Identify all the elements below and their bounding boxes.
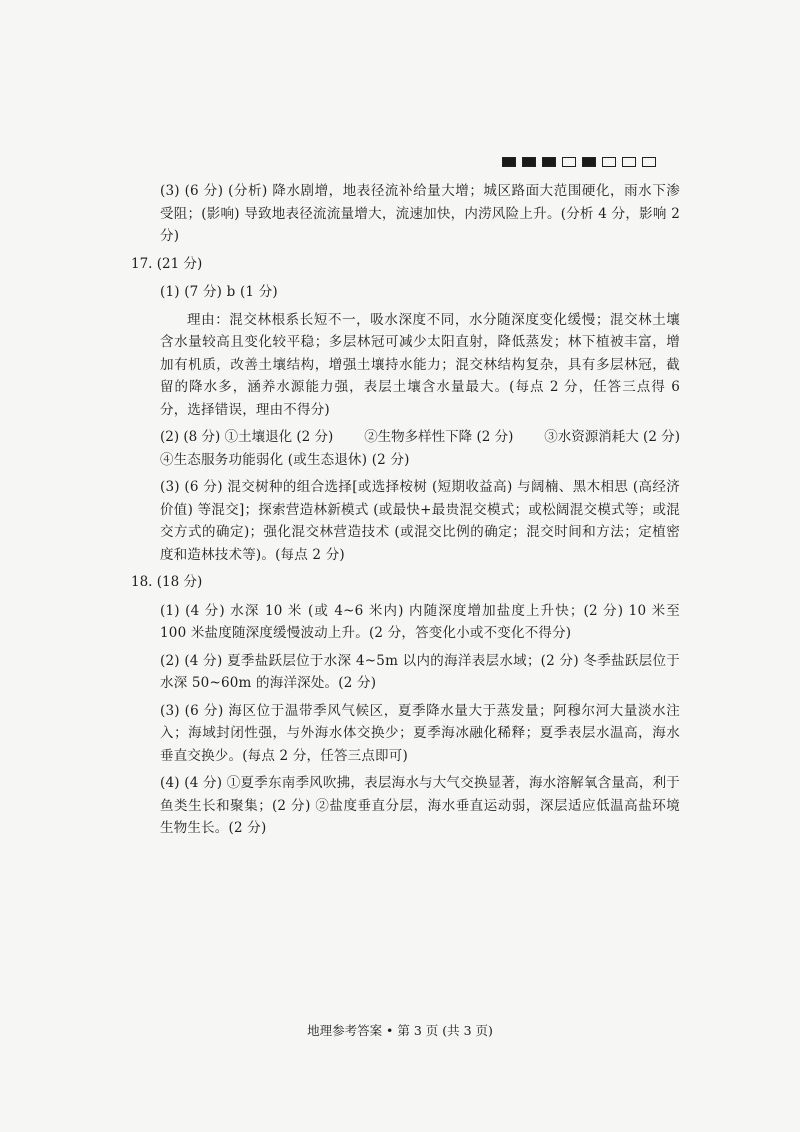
- q17-part3-answer: (3) (6 分) 混交树种的组合选择[或选择桉树 (短期收益高) 与阔楠、黑木相思 (高经济价值) 等混交]；探索营造林新模式 (或最快+最贵混交模式；或松阔混交模式等；或混交方式的确定)；强化混交林营造技术 (或混交比例的确定；混交时间和方法；定植密度和造林技术等)。(每点 2 分): [160, 479, 680, 563]
- q18-part4-answer: (4) (4 分) ①夏季东南季风吹拂，表层海水与大气交换显著，海水溶解氧含量高，利于鱼类生长和聚集；(2 分) ②盐度垂直分层，海水垂直运动弱，深层适应低温高盐环境生物生长。(2 分): [160, 775, 680, 836]
- q18-part1-answer: (1) (4 分) 水深 10 米 (或 4~6 米内) 内随深度增加盐度上升快；(2 分) 10 米至 100 米盐度随深度缓慢波动上升。(2 分，答变化小或不变化不得分): [160, 602, 680, 641]
- filled-box-mark: [502, 157, 516, 167]
- q17-heading: 17. (21 分): [131, 255, 203, 272]
- q17-part1-answer: (1) (7 分) b (1 分): [160, 284, 278, 300]
- page-marker-boxes: [502, 157, 656, 167]
- q17-part1-reason: 理由：混交林根系长短不一，吸水深度不同，水分随深度变化缓慢；混交林土壤含水量较高且变化较平稳；多层林冠可减少太阳直射，降低蒸发；林下植被丰富，增加有机质，改善土壤结构，增强土壤持水能力；混交林结构复杂，具有多层林冠，截留的降水多，涵养水源能力强，表层土壤含水量最大。(每点 2 分，任答三点得 6 分，选择错误，理由不得分): [160, 311, 680, 418]
- q16-part3-answer: (3) (6 分) (分析) 降水剧增，地表径流补给量大增；城区路面大范围硬化，雨水下渗受阻；(影响) 导致地表径流流量增大，流速加快，内涝风险上升。(分析 4 分，影响 2 分): [160, 183, 680, 244]
- q18-heading: 18. (18 分): [131, 574, 203, 590]
- empty-box-mark: [622, 157, 636, 167]
- filled-box-mark: [542, 157, 556, 167]
- page-footer: 地理参考答案 • 第 3 页 (共 3 页): [307, 1023, 493, 1038]
- q18-part2-answer: (2) (4 分) 夏季盐跃层位于水深 4~5m 以内的海洋表层水域；(2 分) 冬季盐跃层位于水深 50~60m 的海洋深处。(2 分): [160, 652, 680, 691]
- q17-part2-item4: ④生态服务功能弱化 (或生态退休) (2 分): [160, 451, 410, 468]
- q17-part2-item1: (2) (8 分) ①土壤退化 (2 分): [160, 429, 334, 445]
- answer-content: [131, 180, 680, 845]
- empty-box-mark: [642, 157, 656, 167]
- empty-box-mark: [562, 157, 576, 167]
- q17-part2-item2: ②生物多样性下降 (2 分): [364, 429, 514, 445]
- filled-box-mark: [582, 157, 596, 167]
- filled-box-mark: [522, 157, 536, 167]
- q17-part2-row: [160, 426, 680, 449]
- q18-part3-answer: (3) (6 分) 海区位于温带季风气候区，夏季降水量大于蒸发量；阿穆尔河大量淡水注入；海域封闭性强，与外海水体交换少；夏季海冰融化稀释；夏季表层水温高，海水垂直交换少。(每点 2 分，任答三点即可): [160, 702, 680, 764]
- empty-box-mark: [602, 157, 616, 167]
- q17-part2-item3: ③水资源消耗大 (2 分): [544, 429, 680, 445]
